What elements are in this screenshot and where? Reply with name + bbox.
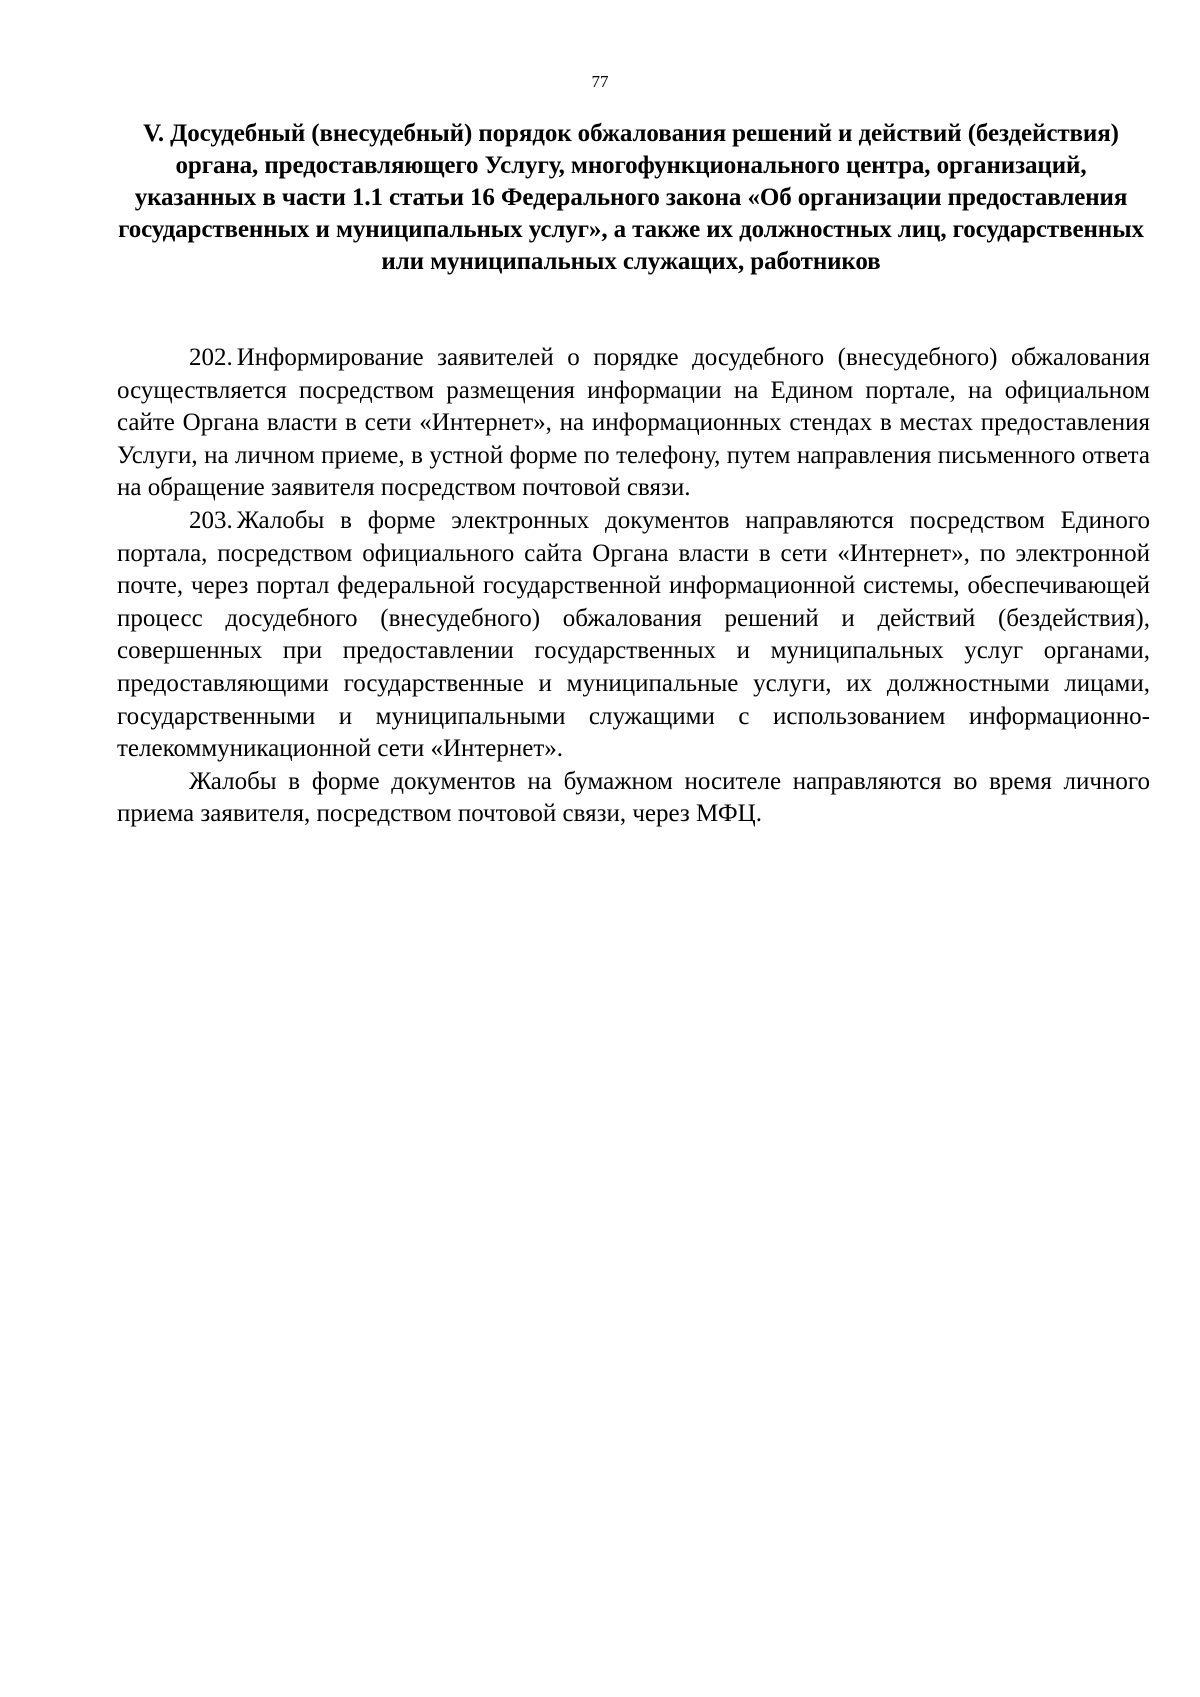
section-heading: V. Досудебный (внесудебный) порядок обжалования решений и действий (бездействия) органа, предоставляющего Услугу, многофункционального центра, организаций, указанных в части 1.1 статьи 16 Федерального закона «Об организации предоставления государственных и муниципальных услуг», а также их должностных лиц, государственных или муниципальных служащих, работников xyxy=(118,120,1144,275)
paragraph-text: Информирование заявителей о порядке досудебного (внесудебного) обжалования осуществляется посредством размещения информации на Едином портале, на официальном сайте Органа власти в сети «Интернет», на информационных стендах в местах предоставления Услуги, на личном приеме, в устной форме по телефону, путем направления письменного ответа на обращение заявителя посредством почтовой связи. xyxy=(117,344,1150,502)
paragraph-number: 202. xyxy=(189,344,233,371)
paragraph-paper-complaints xyxy=(117,766,1150,831)
page-number: 77 xyxy=(591,72,609,91)
paragraph-number: 203. xyxy=(189,506,233,534)
paragraph-202 xyxy=(117,342,1150,505)
paragraph-203 xyxy=(117,505,1150,766)
paragraph-text: Жалобы в форме документов на бумажном носителе направляются во время личного приема заявителя, посредством почтовой связи, через МФЦ. xyxy=(117,767,1150,828)
paragraph-text: Жалобы в форме электронных документов направляются посредством Единого портала, посредством официального сайта Органа власти в сети «Интернет», по электронной почте, через портал федеральной государственной информационной системы, обеспечивающей процесс досудебного (внесудебного) обжалования решений и действий (бездействия), совершенных при предоставлении государственных и муниципальных услуг органами, предоставляющими государственные и муниципальные услуги, их должностными лицами, государственными и муниципальными служащими с использованием информационно-телекоммуникационной сети «Интернет». xyxy=(117,506,1150,763)
body-text xyxy=(117,342,1150,831)
